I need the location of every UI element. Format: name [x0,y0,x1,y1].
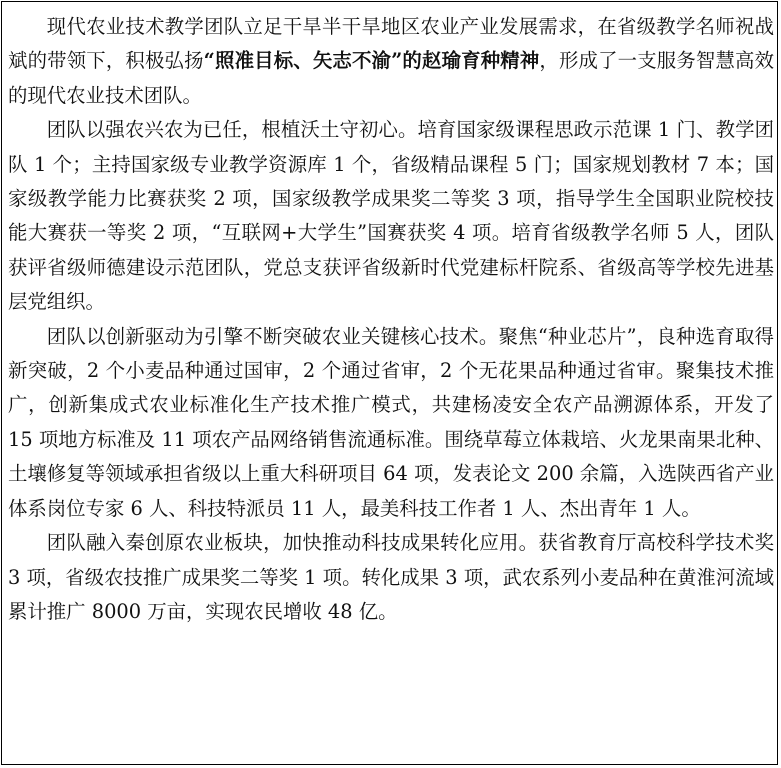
text-segment: 现代农业技术教学团队立足干旱半干旱地区农业产业发展需求，在省级教学名师祝战斌的带领下，积极弘扬 [8,15,774,73]
paragraph-teaching [8,113,774,319]
paragraph-innovation [8,320,774,526]
paragraph-team-intro [8,10,774,113]
text-segment: 团队以强农兴农为已任，根植沃土守初心。培育国家级课程思政示范课 1 门、教学团队 1 个；主持国家级专业教学资源库 1 个，省级精品课程 5 门；国家规划教材 7 本；国家级教学能力比赛获奖 2 项，国家级教学成果奖二等奖 3 项，指导学生全国职业院校技能大赛获一等奖 2 项，“互联网+大学生”国赛获奖 4 项。培育省级教学名师 5 人，团队获评省级师德建设示范团队，党总支获评省级新时代党建标杆院系、省级高等学校先进基层党组织。 [8,118,774,314]
text-segment: 团队以创新驱动为引擎不断突破农业关键核心技术。聚焦“种业芯片”，良种选育取得新突破，2 个小麦品种通过国审，2 个通过省审，2 个无花果品种通过省审。聚集技术推广，创新集成式农业标准化生产技术推广模式，共建杨凌安全农产品溯源体系，开发了 15 项地方标准及 11 项农产品网络销售流通标准。围绕草莓立体栽培、火龙果南果北种、土壤修复等领域承担省级以上重大科研项目 64 项，发表论文 200 余篇，入选陕西省产业体系岗位专家 6 人、科技特派员 11 人，最美科技工作者 1 人、杰出青年 1 人。 [8,324,774,520]
text-segment: ，形成了一支服务智慧高效的现代农业技术团队。 [8,49,775,107]
text-segment: 团队融入秦创原农业板块，加快推动科技成果转化应用。获省教育厅高校科学技术奖 3 项，省级农技推广成果奖二等奖 1 项。转化成果 3 项，武农系列小麦品种在黄淮河流域累计推广 8000 万亩，实现农民增收 48 亿。 [8,531,774,623]
document-body [8,10,774,629]
text-segment-bold: “照准目标、矢志不渝”的赵瑜育种精神 [203,49,540,73]
paragraph-transfer [8,526,774,629]
document-frame [1,1,778,765]
